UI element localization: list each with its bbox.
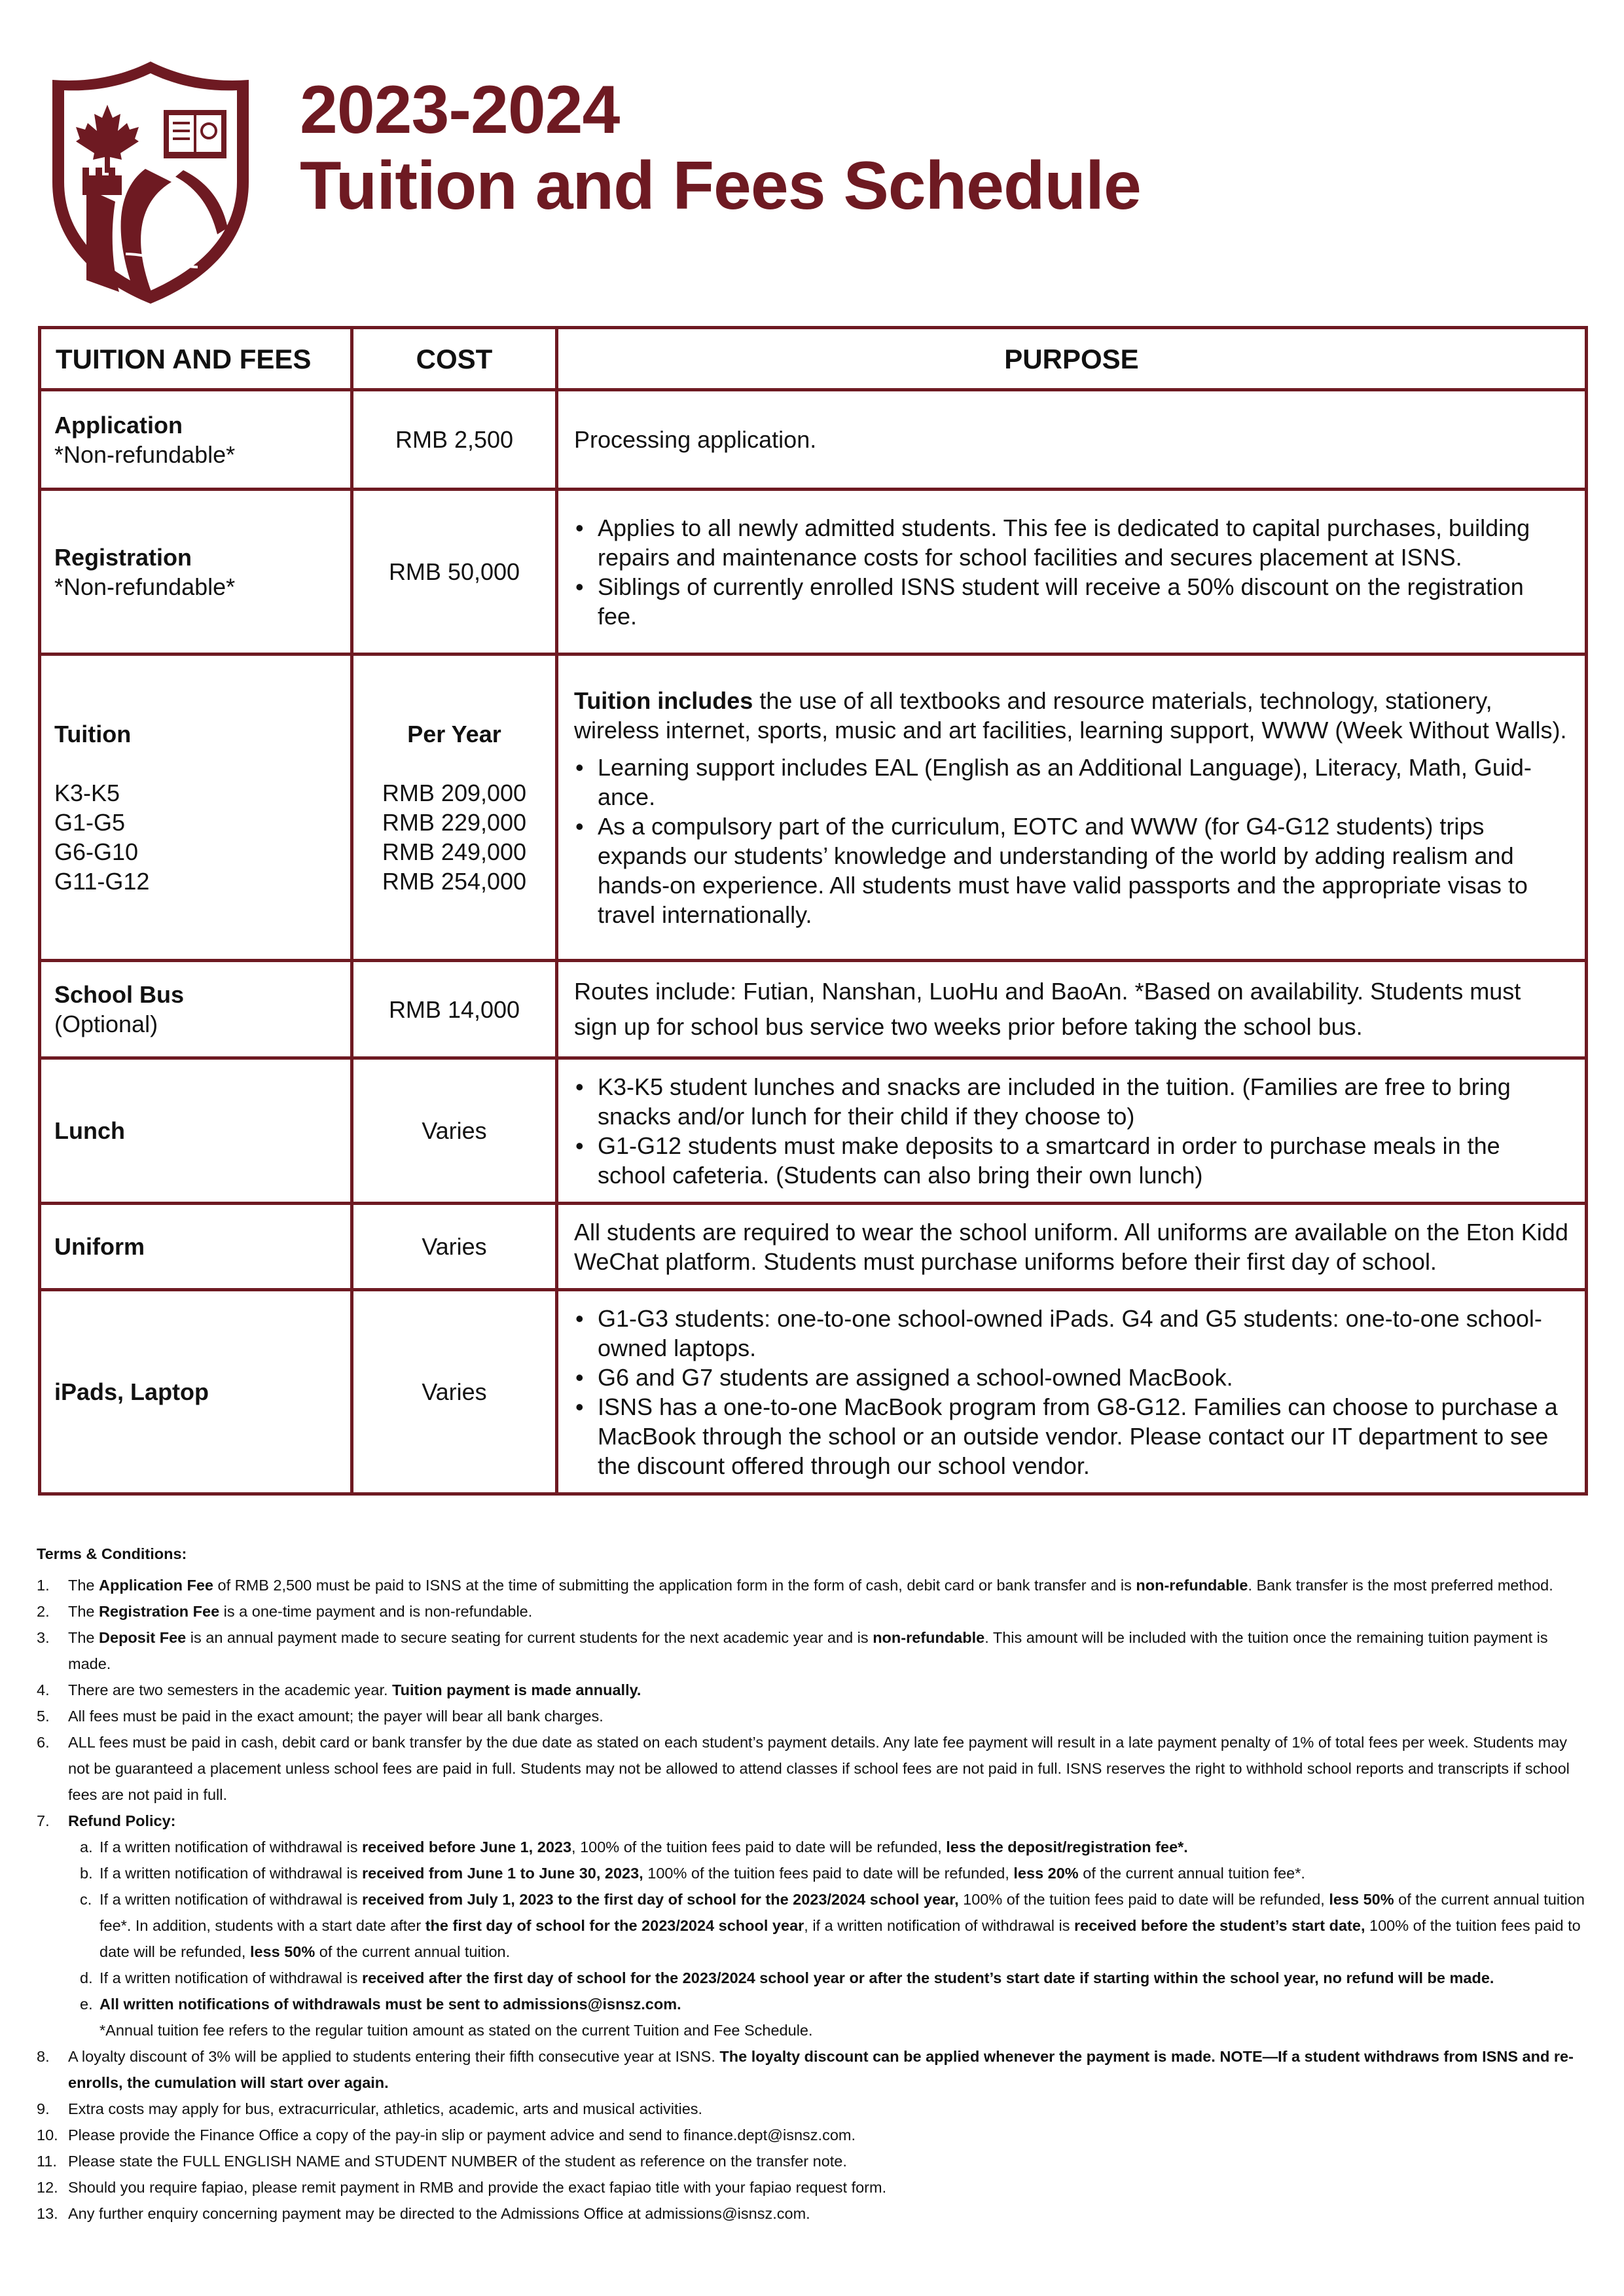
ipads-cost: Varies bbox=[352, 1290, 557, 1494]
list-item: 8. A loyalty discount of 3% will be applied to students entering their fifth consecutive year at ISNS. The loyalty discount can be applied whenever the payment is made. NOTE—If a student withdraws from ISNS and re-enrolls, the cumulation will start over again. bbox=[37, 2048, 1574, 2091]
fees-table bbox=[38, 326, 1588, 1496]
list-item: 10. Please provide the Finance Office a copy of the pay-in slip or payment advice and send to finance.dept@isnsz.com. bbox=[37, 2126, 856, 2144]
title-schedule: Tuition and Fees Schedule bbox=[300, 148, 1141, 224]
application-name: Application bbox=[54, 411, 183, 439]
registration-cost: RMB 50,000 bbox=[352, 490, 557, 655]
header-purpose: PURPOSE bbox=[557, 328, 1587, 390]
list-item: 1. The Application Fee of RMB 2,500 must be paid to ISNS at the time of submitting the application form in the form of cash, debit card or bank transfer and is non-refundable. Bank transfer is the most preferred method. bbox=[37, 1577, 1553, 1594]
tuition-intro bbox=[574, 686, 1569, 745]
ipads-name: iPads, Laptop bbox=[40, 1290, 352, 1494]
list-item: 11. Please state the FULL ENGLISH NAME and STUDENT NUMBER of the student as reference on the transfer note. bbox=[37, 2153, 847, 2170]
school-crest-logo bbox=[47, 58, 254, 306]
tuition-cost: RMB 229,000 bbox=[382, 808, 527, 836]
tuition-intro-bold: Tuition includes bbox=[574, 687, 753, 714]
list-item: • Applies to all newly admitted students. This fee is dedicated to capital purchases, building repairs and maintenance costs for school facilities and secures placement at ISNS. bbox=[574, 513, 1569, 572]
list-item: b. If a written notification of withdrawal is received from June 1 to June 30, 2023, 100% of the tuition fees paid to date will be refunded, less 20% of the current annual tuition fee*. bbox=[80, 1865, 1305, 1882]
list-item: • K3-K5 student lunches and snacks are included in the tuition. (Families are free to bring snacks and/or lunch for their child if they choose to) bbox=[574, 1072, 1569, 1131]
bus-name: School Bus bbox=[54, 981, 185, 1008]
tuition-intro-text: the use of all textbooks and resource materials, technology, stationery, wireless internet, sports, music and art facilities, learning support, WWW (Week Without Walls). bbox=[574, 687, 1567, 744]
list-item: • G6 and G7 students are assigned a school-owned MacBook. bbox=[574, 1363, 1569, 1392]
row-ipads-laptop bbox=[40, 1290, 1587, 1494]
terms-and-conditions bbox=[37, 1541, 1588, 2227]
annual-fee-note: *Annual tuition fee refers to the regular tuition amount as stated on the current Tuition and Fee Schedule. bbox=[99, 2022, 813, 2039]
table-header-row bbox=[40, 328, 1587, 390]
list-item: • G1-G3 students: one-to-one school-owned iPads. G4 and G5 students: one-to-one school-owned laptops. bbox=[574, 1304, 1569, 1363]
application-purpose: Processing application. bbox=[557, 390, 1587, 490]
application-note: *Non-refundable* bbox=[54, 440, 236, 468]
row-lunch bbox=[40, 1058, 1587, 1204]
list-item: a. If a written notification of withdrawal is received before June 1, 2023, 100% of the tuition fees paid to date will be refunded, less the deposit/registration fee*. bbox=[80, 1839, 1188, 1856]
list-item: e. All written notifications of withdrawals must be sent to admissions@isnsz.com. bbox=[80, 1996, 681, 2013]
header-tuition-and-fees: TUITION AND FEES bbox=[40, 328, 352, 390]
tuition-cost: RMB 249,000 bbox=[382, 838, 527, 865]
tuition-grade: G11-G12 bbox=[54, 867, 150, 895]
uniform-cost: Varies bbox=[352, 1204, 557, 1290]
list-item: d. If a written notification of withdrawal is received after the first day of school for the 2023/2024 school year or after the student’s start date if starting within the school year, no refund will be made. bbox=[80, 1969, 1494, 1986]
tuition-cost: RMB 209,000 bbox=[382, 779, 527, 806]
uniform-purpose: All students are required to wear the school uniform. All uniforms are available on the Eton Kidd WeChat platform. Students must purchase uniforms before their first day of school. bbox=[557, 1204, 1587, 1290]
registration-name: Registration bbox=[54, 543, 192, 571]
bus-cost: RMB 14,000 bbox=[352, 961, 557, 1058]
lunch-name: Lunch bbox=[40, 1058, 352, 1204]
page-title bbox=[300, 72, 1141, 224]
list-item: 3. The Deposit Fee is an annual payment made to secure seating for current students for the next academic year and is non-refundable. This amount will be included with the tuition once the remaining tuition payment is made. bbox=[37, 1629, 1548, 1672]
list-item: • As a compulsory part of the curriculum, EOTC and WWW (for G4-G12 students) trips expands our students’ knowledge and understanding of the world by adding realism and hands-on experience. All students must have valid passports and the appropriate visas to travel internationally. bbox=[574, 812, 1569, 929]
terms-heading: Terms & Conditions: bbox=[37, 1545, 187, 1562]
row-registration bbox=[40, 490, 1587, 655]
lunch-cost: Varies bbox=[352, 1058, 557, 1204]
tuition-grade: G6-G10 bbox=[54, 838, 139, 865]
list-item: 13. Any further enquiry concerning payment may be directed to the Admissions Office at admissions@isnsz.com. bbox=[37, 2205, 810, 2222]
header-cost: COST bbox=[352, 328, 557, 390]
tuition-cost-header: Per Year bbox=[407, 720, 501, 747]
list-item: • G1-G12 students must make deposits to a smartcard in order to purchase meals in the school cafeteria. (Students can also bring their own lunch) bbox=[574, 1131, 1569, 1190]
tuition-grade: K3-K5 bbox=[54, 779, 120, 806]
list-item: 5. All fees must be paid in the exact amount; the payer will bear all bank charges. bbox=[37, 1708, 604, 1725]
book-icon bbox=[164, 110, 226, 158]
application-cost: RMB 2,500 bbox=[352, 390, 557, 490]
title-year: 2023-2024 bbox=[300, 72, 620, 148]
bus-purpose: Routes include: Futian, Nanshan, LuoHu and BaoAn. *Based on availability. Students must sign up for school bus service two weeks prior before taking the school bus. bbox=[557, 961, 1587, 1058]
uniform-name: Uniform bbox=[40, 1204, 352, 1290]
registration-note: *Non-refundable* bbox=[54, 573, 236, 600]
list-item: 2. The Registration Fee is a one-time payment and is non-refundable. bbox=[37, 1603, 533, 1620]
list-item: • Siblings of currently enrolled ISNS student will receive a 50% discount on the registration fee. bbox=[574, 572, 1569, 631]
list-item: 4. There are two semesters in the academic year. Tuition payment is made annually. bbox=[37, 1681, 641, 1698]
list-item: • Learning support includes EAL (English as an Additional Language), Literacy, Math, Guid-ance. bbox=[574, 753, 1569, 812]
row-school-bus bbox=[40, 961, 1587, 1058]
row-tuition bbox=[40, 655, 1587, 961]
tuition-name: Tuition bbox=[54, 720, 132, 747]
refund-policy: 7. Refund Policy: a. If a written notification of withdrawal is received before June 1, 2023, 100% of the tuition fees paid to date will be refunded, less the deposit/registration fee*. b. If a written notification of withdrawal is received from June 1 to June 30, 2023, 100% of the tuition fees paid to date will be refunded, less 20% of the current annual tuition fee*. c. If a written notification of withdrawal is received from July 1, 2023 to the first day of school for the 2023/2024 school year, 100% of the tuition fees paid to date will be refunded, less 50% of the current annual tuition fee*. In addition, students with a start date after the first day of school for the 2023/2024 school year, if a written notification of withdrawal is received before the student’s start date, 100% of the tuition fees paid to date will be refunded, less 50% of the current annual tuition. d. If a written notification of withdrawal is received after the first day of school for the 2023/2024 school year or after the student’s start date if starting within the school year, no refund will be made. e. All written notifications of withdrawals must be sent to admissions@isnsz.com. *Annual tuition fee refers to the regular tuition amount as stated on the current Tuition and Fee Schedule. bbox=[37, 1808, 1588, 2043]
list-item: 6. ALL fees must be paid in cash, debit card or bank transfer by the due date as stated on each student’s payment details. Any late fee payment will result in a late payment penalty of 1% of total fees per week. Students may not be guaranteed a placement unless school fees are paid in full. Students may not be allowed to attend classes if school fees are not paid in full. ISNS reserves the right to withhold school reports and transcripts if school fees are not paid in full. bbox=[37, 1734, 1570, 1803]
tuition-cost: RMB 254,000 bbox=[382, 867, 527, 895]
list-item: 12. Should you require fapiao, please remit payment in RMB and provide the exact fapiao title with your fapiao request form. bbox=[37, 2179, 887, 2196]
list-item: • ISNS has a one-to-one MacBook program from G8-G12. Families can choose to purchase a MacBook through the school or an outside vendor. Please contact our IT department to see the discount offered through our school vendor. bbox=[574, 1392, 1569, 1480]
bus-note: (Optional) bbox=[54, 1011, 158, 1037]
list-item: 9. Extra costs may apply for bus, extracurricular, athletics, academic, arts and musical activities. bbox=[37, 2100, 703, 2117]
row-application bbox=[40, 390, 1587, 490]
list-item: c. If a written notification of withdrawal is received from July 1, 2023 to the first day of school for the 2023/2024 school year, 100% of the tuition fees paid to date will be refunded, less 50% of the current annual tuition fee*. In addition, students with a start date after the first day of school for the 2023/2024 school year, if a written notification of withdrawal is received before the student’s start date, 100% of the tuition fees paid to date will be refunded, less 50% of the current annual tuition. bbox=[80, 1891, 1585, 1960]
row-uniform bbox=[40, 1204, 1587, 1290]
tuition-grade: G1-G5 bbox=[54, 808, 126, 836]
